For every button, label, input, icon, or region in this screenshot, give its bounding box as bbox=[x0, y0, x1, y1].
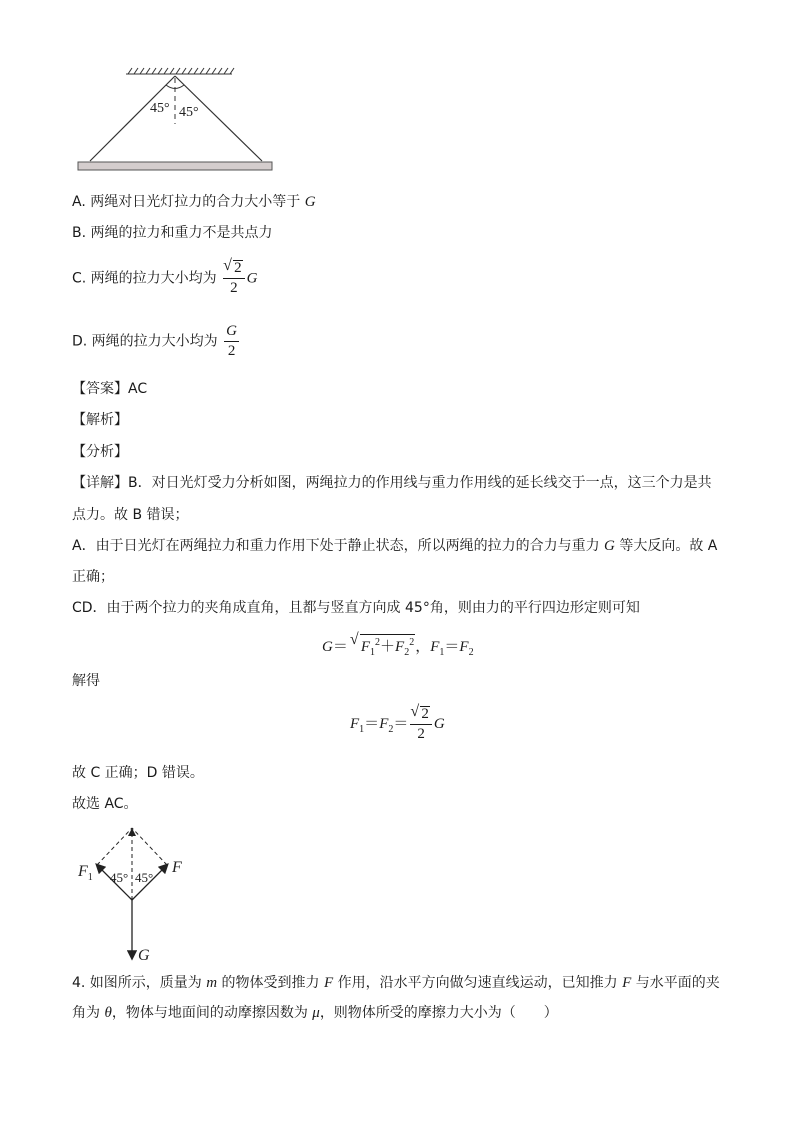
q4-text-c: 作用，沿水平方向做匀速直线运动，已知推力 bbox=[333, 975, 623, 991]
option-c-fraction bbox=[223, 259, 245, 298]
detail-line-3-post: 等大反向。故 A bbox=[614, 538, 718, 554]
option-d-num: G bbox=[224, 322, 239, 342]
detail-line-4: 正确； bbox=[72, 569, 114, 585]
eq1-sep: ， bbox=[415, 639, 431, 655]
eq2-var: G bbox=[433, 716, 445, 732]
option-d bbox=[72, 322, 241, 361]
q4-var-m: m bbox=[206, 975, 218, 991]
answer-label: 【答案】 bbox=[72, 381, 128, 397]
eq2-den: 2 bbox=[417, 726, 425, 743]
fenxi-heading: 【分析】 bbox=[72, 444, 128, 460]
conclusion-1: 故 C 正确；D 错误。 bbox=[72, 765, 204, 781]
dashed-side-right bbox=[132, 828, 167, 865]
eq1-f2-sup: 2 bbox=[409, 637, 415, 648]
question-4-line-2 bbox=[72, 1004, 558, 1022]
option-a bbox=[72, 193, 316, 211]
option-c-den: 2 bbox=[230, 280, 238, 296]
question-4-line-1 bbox=[72, 974, 720, 992]
eq1-f2-sub: 2 bbox=[404, 647, 410, 658]
equation-1 bbox=[322, 634, 474, 664]
eq1-plus: ＋ bbox=[380, 639, 396, 655]
option-b bbox=[72, 224, 273, 242]
eq1-f1: F bbox=[360, 639, 371, 655]
eq2-eq1: ＝ bbox=[364, 716, 380, 732]
option-d-den: 2 bbox=[227, 343, 236, 359]
eq2-f1: F bbox=[350, 716, 360, 732]
option-c bbox=[72, 259, 257, 298]
lamp-tube bbox=[78, 162, 272, 170]
eq1-tail-sub1: 1 bbox=[439, 647, 445, 658]
eq1-tail-f2: F bbox=[459, 639, 469, 655]
detail-line-1: 【详解】B．对日光灯受力分析如图，两绳拉力的作用线与重力作用线的延长线交于一点，这三个力是共 bbox=[72, 475, 712, 491]
figure-force-diagram bbox=[72, 820, 202, 965]
q4-var-f: F bbox=[324, 975, 334, 991]
angle-left-label-2: 45° bbox=[110, 870, 129, 885]
option-b-text: B. 两绳的拉力和重力不是共点力 bbox=[72, 225, 273, 241]
ceiling-hatch bbox=[126, 68, 234, 74]
f1-label: $F_1$ bbox=[78, 863, 93, 883]
f-label: F bbox=[172, 859, 182, 876]
option-a-var: G bbox=[304, 194, 316, 210]
q4-text-d: 与水平面的夹 bbox=[631, 975, 720, 991]
option-c-sqrt-num: √ 2 bbox=[233, 260, 243, 276]
option-c-text: C. 两绳的拉力大小均为 bbox=[72, 270, 222, 287]
detail-line-3-var: G bbox=[604, 538, 615, 554]
q4-text-b: 的物体受到推力 bbox=[217, 975, 325, 991]
angle-right-label-2: 45° bbox=[135, 870, 154, 885]
rope-left bbox=[90, 76, 175, 161]
answer-value: AC bbox=[128, 381, 148, 397]
eq2-eq2: ＝ bbox=[393, 716, 409, 732]
q4-text-a: 4. 如图所示，质量为 bbox=[72, 975, 207, 991]
eq2-f2: F bbox=[379, 716, 389, 732]
eq1-tail-f1: F bbox=[430, 639, 440, 655]
q4-var-theta: θ bbox=[104, 1005, 112, 1021]
angle-left-label: 45° bbox=[150, 101, 170, 116]
eq1-equals: ＝ bbox=[332, 639, 348, 655]
jiexi-heading: 【解析】 bbox=[72, 412, 128, 428]
option-a-text: A. 两绳对日光灯拉力的合力大小等于 bbox=[72, 194, 305, 210]
option-d-text: D. 两绳的拉力大小均为 bbox=[72, 333, 223, 350]
eq1-f1-sub: 1 bbox=[370, 647, 376, 658]
eq1-f2: F bbox=[395, 639, 405, 655]
detail-line-3-pre: A．由于日光灯在两绳拉力和重力作用下处于静止状态，所以两绳的拉力的合力与重力 bbox=[72, 538, 605, 554]
detail-line-2: 点力。故 B 错误； bbox=[72, 507, 189, 523]
eq1-tail-sub2: 2 bbox=[468, 647, 474, 658]
q4-text-f: ，物体与地面间的动摩擦因数为 bbox=[111, 1005, 313, 1021]
eq2-f2-sub: 2 bbox=[388, 724, 394, 735]
jiede-label: 解得 bbox=[72, 673, 100, 689]
q4-text-e: 角为 bbox=[72, 1005, 105, 1021]
eq1-tail-eq: ＝ bbox=[444, 639, 460, 655]
answer-line bbox=[72, 380, 147, 398]
detail-line-3 bbox=[72, 537, 717, 555]
option-d-fraction bbox=[224, 322, 239, 361]
eq2-f1-sub: 1 bbox=[359, 724, 365, 735]
conclusion-2: 故选 AC。 bbox=[72, 796, 138, 812]
option-c-var: G bbox=[246, 270, 258, 287]
eq1-f1-sup: 2 bbox=[375, 637, 381, 648]
q4-text-g: ，则物体所受的摩擦力大小为（ ） bbox=[319, 1005, 558, 1021]
g-label: G bbox=[138, 947, 150, 964]
q4-var-f2: F bbox=[622, 975, 632, 991]
angle-right-label: 45° bbox=[179, 105, 199, 120]
eq2-sqrt-num: √ 2 bbox=[420, 706, 430, 722]
detail-line-5: CD．由于两个拉力的夹角成直角，且都与竖直方向成 45°角，则由力的平行四边形定则可知 bbox=[72, 600, 640, 616]
dashed-side-left bbox=[97, 828, 132, 865]
q4-var-mu: μ bbox=[312, 1005, 320, 1021]
eq1-lhs: G bbox=[322, 639, 333, 655]
eq2-fraction bbox=[410, 705, 432, 744]
eq1-sqrt bbox=[360, 634, 415, 660]
equation-2 bbox=[350, 703, 445, 751]
figure-lamp-diagram bbox=[70, 66, 280, 178]
